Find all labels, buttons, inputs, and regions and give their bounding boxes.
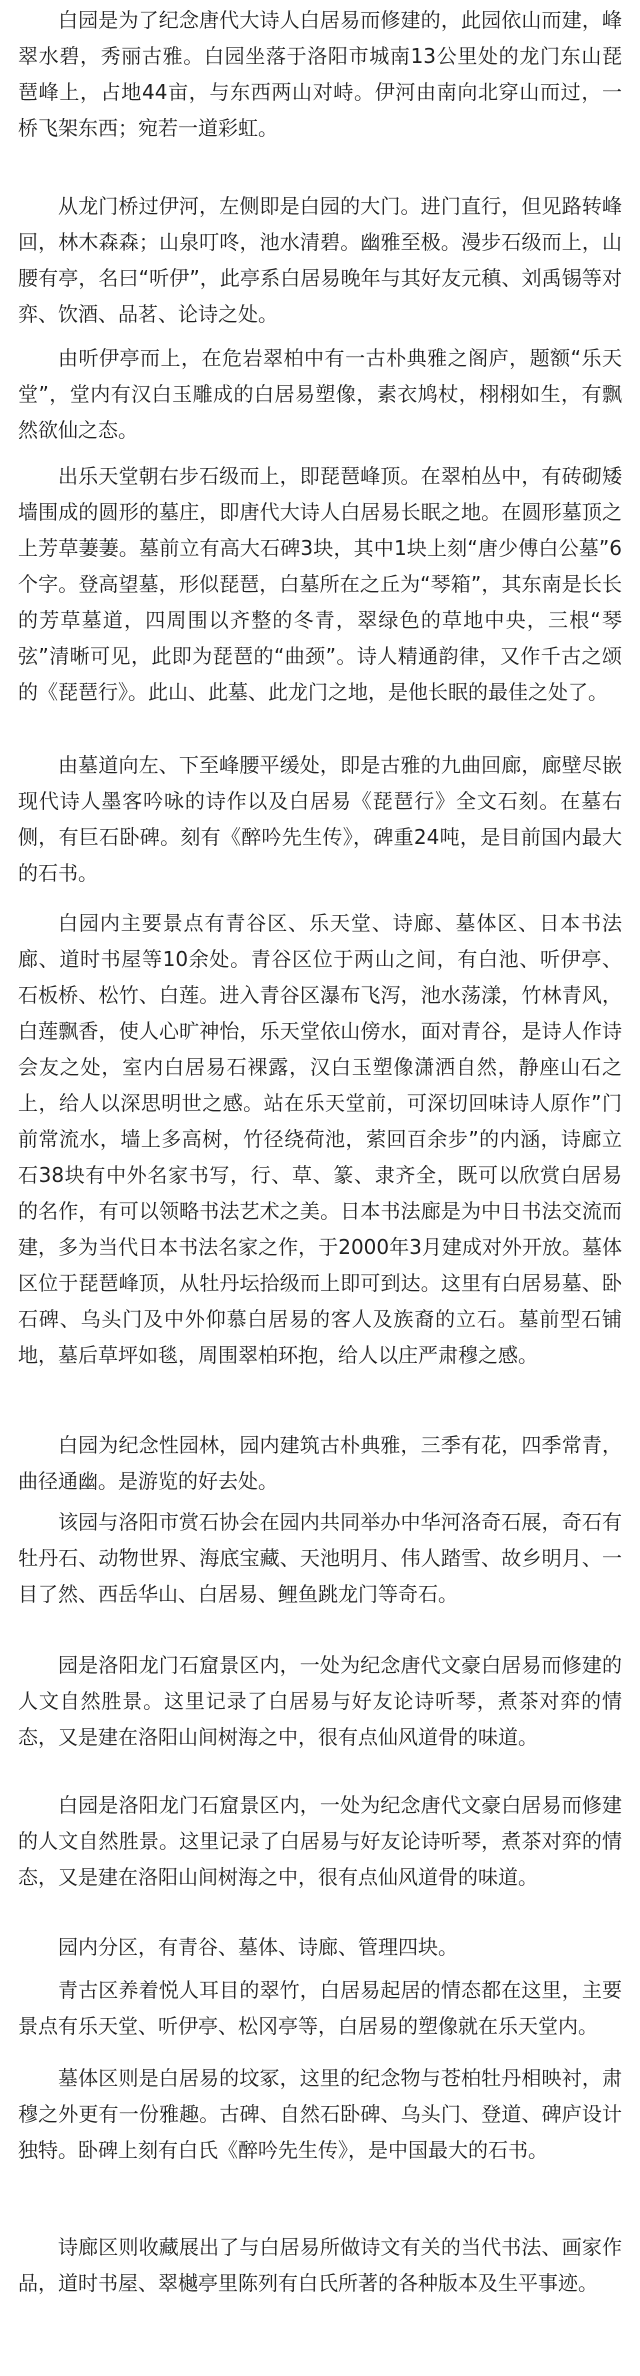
paragraph-4: 出乐天堂朝右步石级而上，即琵琶峰顶。在翠柏丛中，有砖砌矮墙围成的圆形的墓庄，即唐代大诗人白居易长眠之地。在圆形墓顶之上芳草萋萋。墓前立有高大石碑3块，其中1块上刻“唐少傅白公墓”6个字。登高望墓，形似琵琶，白墓所在之丘为“琴箱”，其东南是长长的芳草墓道，四周围以齐整的冬青，翠绿色的草地中央，三根“琴弦”清晰可见，此即为琵琶的“曲颈”。诗人精通韵律，又作千古之颂的《琵琶行》。此山、此墓、此龙门之地，是他长眠的最佳之处了。 bbox=[18, 464, 622, 704]
paragraph-13: 墓体区则是白居易的坟冢，这里的纪念物与苍柏牡丹相映衬，肃穆之外更有一份雅趣。古碑、自然石卧碑、乌头门、登道、碑庐设计独特。卧碑上刻有白氏《醉吟先生传》，是中国最大的石书。 bbox=[18, 2066, 622, 2162]
paragraph-14: 诗廊区则收藏展出了与白居易所做诗文有关的当代书法、画家作品，道时书屋、翠樾亭里陈列有白氏所著的各种版本及生平事迹。 bbox=[18, 2235, 622, 2295]
paragraph-12: 青古区养着悦人耳目的翠竹，白居易起居的情态都在这里，主要景点有乐天堂、听伊亭、松冈亭等，白居易的塑像就在乐天堂内。 bbox=[18, 1978, 622, 2038]
paragraph-8: 该园与洛阳市赏石协会在园内共同举办中华河洛奇石展，奇石有牡丹石、动物世界、海底宝藏、天池明月、伟人踏雪、故乡明月、一目了然、西岳华山、白居易、鲤鱼跳龙门等奇石。 bbox=[18, 1510, 622, 1606]
paragraph-9: 园是洛阳龙门石窟景区内，一处为纪念唐代文豪白居易而修建的人文自然胜景。这里记录了白居易与好友论诗听琴，煮茶对弈的情态，又是建在洛阳山间树海之中，很有点仙风道骨的味道。 bbox=[18, 1653, 622, 1749]
paragraph-3: 由听伊亭而上，在危岩翠柏中有一古朴典雅之阁庐，题额“乐天堂”，堂内有汉白玉雕成的白居易塑像，素衣鸠杖，栩栩如生，有飘然欲仙之态。 bbox=[18, 346, 622, 442]
paragraph-10: 白园是洛阳龙门石窟景区内，一处为纪念唐代文豪白居易而修建的人文自然胜景。这里记录了白居易与好友论诗听琴，煮茶对弈的情态，又是建在洛阳山间树海之中，很有点仙风道骨的味道。 bbox=[18, 1793, 622, 1889]
paragraph-6: 白园内主要景点有青谷区、乐天堂、诗廊、墓体区、日本书法廊、道时书屋等10余处。青谷区位于两山之间，有白池、听伊亭、石板桥、松竹、白莲。进入青谷区瀑布飞泻，池水荡漾，竹林青风，白莲飘香，使人心旷神怡，乐天堂依山傍水，面对青谷，是诗人作诗会友之处，室内白居易石裸露，汉白玉塑像潇洒自然，静座山石之上，给人以深思明世之感。站在乐天堂前，可深切回味诗人原作”门前常流水，墙上多高树，竹径绕荷池，萦回百余步”的内涵，诗廊立石38块有中外名家书写，行、草、篆、隶齐全，既可以欣赏白居易的名作，有可以领略书法艺术之美。日本书法廊是为中日书法交流而建，多为当代日本书法名家之作，于2000年3月建成对外开放。墓体区位于琵琶峰顶，从牡丹坛拾级而上即可到达。这里有白居易墓、卧石碑、乌头门及中外仰慕白居易的客人及族裔的立石。墓前型石铺地，墓后草坪如毯，周围翠柏环抱，给人以庄严肃穆之感。 bbox=[18, 911, 622, 1367]
paragraph-7: 白园为纪念性园林，园内建筑古朴典雅，三季有花，四季常青，曲径通幽。是游览的好去处。 bbox=[18, 1433, 622, 1493]
paragraph-1: 白园是为了纪念唐代大诗人白居易而修建的，此园依山而建，峰翠水碧，秀丽古雅。白园坐落于洛阳市城南13公里处的龙门东山琵琶峰上，占地44亩，与东西两山对峙。伊河由南向北穿山而过，一桥飞架东西；宛若一道彩虹。 bbox=[18, 8, 622, 140]
paragraph-5: 由墓道向左、下至峰腰平缓处，即是古雅的九曲回廊，廊壁尽嵌现代诗人墨客吟咏的诗作以及白居易《琵琶行》全文石刻。在墓右侧，有巨石卧碑。刻有《醉吟先生传》，碑重24吨，是目前国内最大的石书。 bbox=[18, 753, 622, 885]
paragraph-2: 从龙门桥过伊河，左侧即是白园的大门。进门直行，但见路转峰回，林木森森；山泉叮咚，池水清碧。幽雅至极。漫步石级而上，山腰有亭，名曰“听伊”，此亭系白居易晚年与其好友元稹、刘禹锡等对弈、饮酒、品茗、论诗之处。 bbox=[18, 194, 622, 326]
paragraph-11: 园内分区，有青谷、墓体、诗廊、管理四块。 bbox=[58, 1935, 458, 1959]
